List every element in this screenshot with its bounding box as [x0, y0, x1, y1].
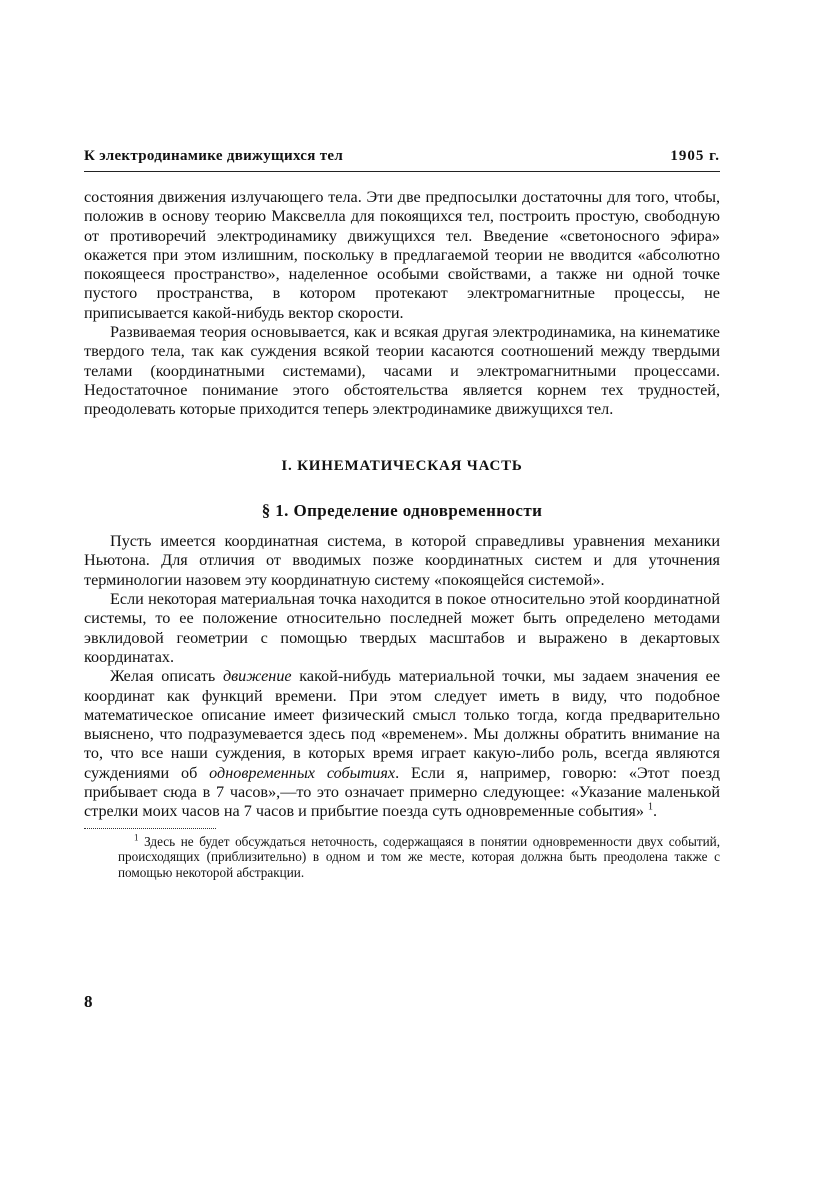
paragraph-motion [84, 667, 720, 821]
emphasis-motion: движение [222, 667, 292, 686]
paragraph-coordinate-system: Пусть имеется координатная система, в которой справедливы уравнения механики Ньютона. Для отличия от вводимых позже координатных систем и для уточнения терминологии назовем эту координатную систему «покоящейся системой». [84, 532, 720, 589]
footnote [84, 834, 720, 881]
section-heading: § 1. Определение одновременности [261, 500, 543, 520]
footnote-text: Здесь не будет обсуждаться неточность, содержащаяся в понятии одновременности двух событий, происходящих (приблизительно) в одном и том же месте, которая должна быть преодолена также с помощью некоторой абстракции. [118, 833, 720, 880]
footnote-reference[interactable]: 1 [647, 801, 653, 813]
motion-text-1: Желая описать [110, 667, 223, 686]
emphasis-simultaneous-events: одновременных событиях [209, 763, 396, 782]
footnote-divider [84, 828, 216, 829]
paragraph-material-point: Если некоторая материальная точка находится в покое относительно этой координатной системы, то ее положение относительно последней может быть определено методами эвклидовой геометрии с помощью твердых масштабов и выражено в декартовых координатах. [84, 590, 720, 666]
page-number: 8 [84, 992, 93, 1011]
paragraph-continuation: состояния движения излучающего тела. Эти две предпосылки достаточны для того, чтобы, положив в основу теорию Максвелла для покоящихся тел, построить простую, свободную от противоречий электродинамику движущихся тел. Введение «светоносного эфира» окажется при этом излишним, поскольку в предлагаемой теории не вводится «абсолютно покоящееся пространство», наделенное особыми свойствами, а также ни одной точке пустого пространства, в котором протекают электромагнитные процессы, не приписывается какой-нибудь вектор скорости. [84, 188, 720, 322]
part-heading: I. КИНЕМАТИЧЕСКАЯ ЧАСТЬ [281, 457, 523, 474]
motion-text-4: . [652, 802, 658, 821]
book-page [84, 148, 720, 880]
motion-text-2: какой-нибудь материальной точки, мы задаем значения ее координат как функций времени. При этом следует иметь в виду, что подобное математическое описание имеет физический смысл только тогда, когда предварительно выяснено, что подразумевается здесь под «временем». Мы должны обратить внимание на то, что все наши суждения, в которых время играет какую-либо роль, всегда являются суждениями об [84, 667, 720, 782]
motion-text-3: . Если я, например, говорю: «Этот поезд прибывает сюда в 7 часов»,—то это означает примерно следующее: «Указание маленькой стрелки моих часов на 7 часов и прибытие поезда суть одновременные события» [84, 763, 721, 821]
running-header [84, 148, 720, 172]
running-header-title: К электродинамике движущихся тел [84, 148, 344, 164]
paragraph-theory: Развиваемая теория основывается, как и всякая другая электродинамика, на кинематике твердого тела, так как суждения всякой теории касаются соотношений между твердыми телами (координатными системами), часами и электромагнитными процессами. Недостаточное понимание этого обстоятельства является корнем тех трудностей, преодолевать которые приходится теперь электродинамике движущихся тел. [84, 323, 720, 419]
footnote-marker: 1 [134, 832, 139, 843]
main-text [84, 188, 720, 822]
running-header-year: 1905 г. [670, 148, 720, 164]
